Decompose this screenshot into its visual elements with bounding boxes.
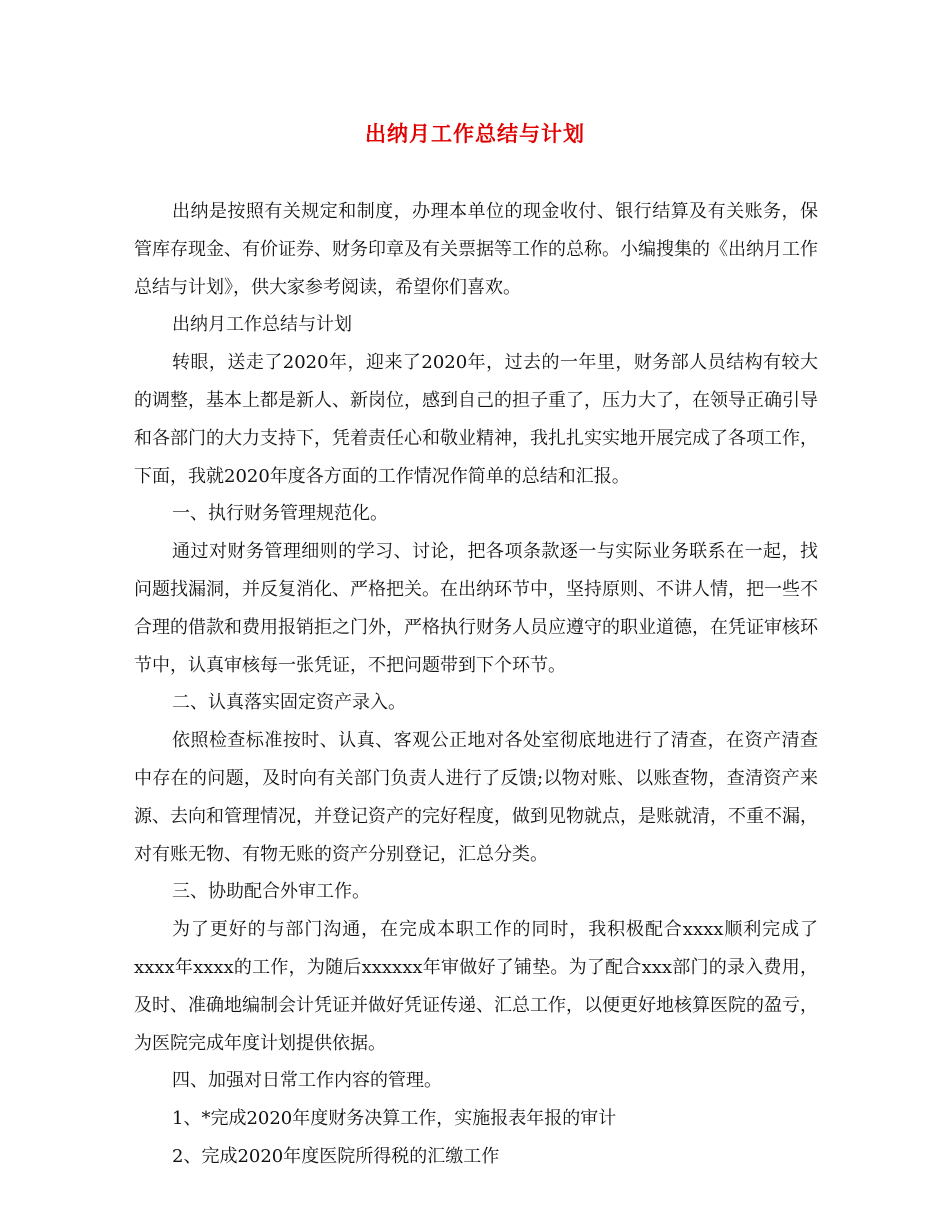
paragraph-section-2: 依照检查标准按时、认真、客观公正地对各处室彻底地进行了清查，在资产清查中存在的问题，及时向有关部门负责人进行了反馈;以物对账、以账查物，查清资产来源、去向和管理情况，并登记资产的完好程度，做到见物就点，是账就清，不重不漏，对有账无物、有物无账的资产分别登记，汇总分类。: [134, 730, 818, 865]
section-heading-1: 一、执行财务管理规范化。: [172, 503, 388, 525]
paragraph-section-1: 通过对财务管理细则的学习、讨论，把各项条款逐一与实际业务联系在一起，找问题找漏洞，并反复消化、严格把关。在出纳环节中，坚持原则、不讲人情，把一些不合理的借款和费用报销拒之门外，严格执行财务人员应遵守的职业道德，在凭证审核环节中，认真审核每一张凭证，不把问题带到下个环节。: [134, 541, 818, 676]
paragraph-subtitle: 出纳月工作总结与计划: [172, 314, 352, 336]
document-body: [134, 193, 818, 1176]
paragraph-overview: 转眼，送走了2020年，迎来了2020年，过去的一年里，财务部人员结构有较大的调整，基本上都是新人、新岗位，感到自己的担子重了，压力大了，在领导正确引导和各部门的大力支持下，凭着责任心和敬业精神，我扎扎实实地开展完成了各项工作，下面，我就2020年度各方面的工作情况作简单的总结和汇报。: [134, 352, 818, 487]
document-title: 出纳月工作总结与计划: [365, 121, 585, 146]
paragraph-intro: 出纳是按照有关规定和制度，办理本单位的现金收付、银行结算及有关账务，保管库存现金、有价证券、财务印章及有关票据等工作的总称。小编搜集的《出纳月工作总结与计划》，供大家参考阅读，希望你们喜欢。: [134, 201, 818, 298]
paragraph-section-3: 为了更好的与部门沟通，在完成本职工作的同时，我积极配合xxxx顺利完成了xxxx年xxxx的工作，为随后xxxxxx年审做好了铺垫。为了配合xxx部门的录入费用，及时、准确地编制会计凭证并做好凭证传递、汇总工作，以便更好地核算医院的盈亏，为医院完成年度计划提供依据。: [134, 919, 818, 1054]
section-heading-2: 二、认真落实固定资产录入。: [172, 692, 406, 714]
list-item: 2、完成2020年度医院所得税的汇缴工作: [172, 1145, 500, 1167]
section-heading-3: 三、协助配合外审工作。: [172, 881, 370, 903]
section-heading-4: 四、加强对日常工作内容的管理。: [172, 1070, 442, 1092]
list-item: 1、*完成2020年度财务决算工作，实施报表年报的审计: [172, 1108, 617, 1130]
